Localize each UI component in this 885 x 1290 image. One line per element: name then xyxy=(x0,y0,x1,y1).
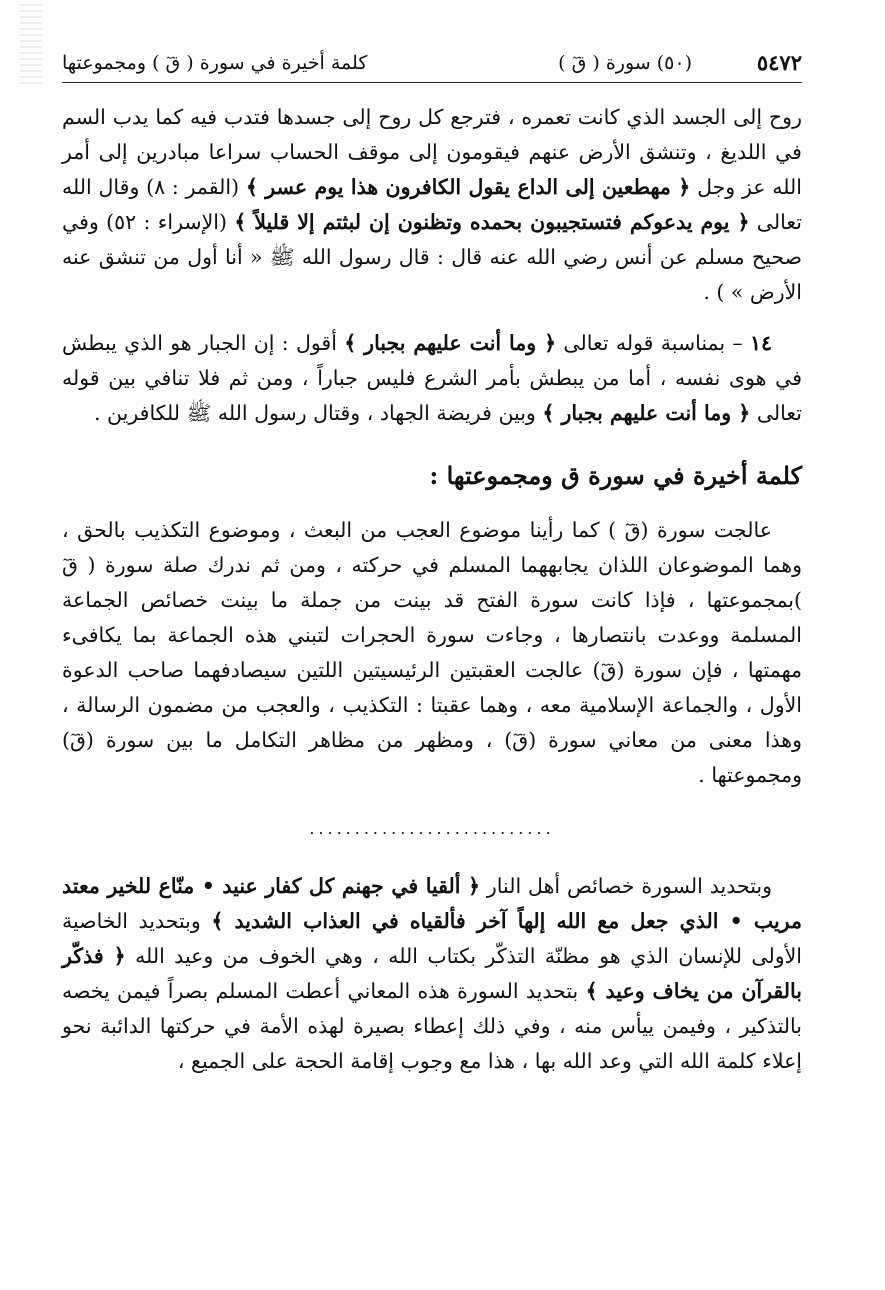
quran-verse: ﴿ ألقيا في جهنم كل كفار عنيد • منّاع للخير معتد مريب • الذي جعل مع الله إلهاً آخر فألقياه في العذاب الشديد ﴾ xyxy=(62,874,802,933)
quran-verse: ﴿ فذكّر بالقرآن من يخاف وعيد ﴾ xyxy=(62,944,803,1003)
paragraph-hellfire xyxy=(62,869,802,1079)
paragraph-resurrection xyxy=(62,100,802,310)
paragraph-note-14 xyxy=(62,326,802,431)
text-run: روح إلى الجسد الذي كانت تعمره ، فترجع كل روح إلى جسدها فتدب فيه كما يدب السم في اللديغ ، وتنشق الأرض عنهم فيقومون إلى موقف الحساب سراعا مبادرين إلى أمر الله عز وجل xyxy=(62,105,802,199)
dotted-separator: ........................... xyxy=(309,819,555,838)
page-number: ٥٤٧٢ xyxy=(756,50,802,75)
text-run: وبين فريضة الجهاد ، وقتال رسول الله ﷺ للكافرين . xyxy=(93,401,543,425)
page-body xyxy=(62,100,802,1079)
quran-verse: ١٤ xyxy=(749,331,772,355)
text-run: أقول : إن الجبار هو الذي يبطش في هوى نفسه ، أما من يبطش بأمر الشرع فليس جباراً ، ومن ثم فلا تنافي بين قوله تعالى xyxy=(62,331,802,425)
quran-verse: ﴿ وما أنت عليهم بجبار ﴾ xyxy=(542,401,751,425)
section-heading: كلمة أخيرة في سورة ق ومجموعتها : xyxy=(429,461,802,490)
text-run: وبتحديد الخاصية الأولى للإنسان الذي هو مظنّة التذكّر بكتاب الله ، وهي الخوف من وعيد الله xyxy=(62,909,802,968)
text-run: وبتحديد السورة خصائص أهل النار xyxy=(480,874,772,898)
quran-verse: ﴿ يوم يدعوكم فتستجيبون بحمده وتظنون إن لبثتم إلا قليلاً ﴾ xyxy=(234,210,750,234)
text-run: (الإسراء : ٥٢) وفي صحيح مسلم عن أنس رضي الله عنه قال : قال رسول الله ﷺ « أنا أول من تنشق عنه الأرض » ) . xyxy=(62,210,802,304)
quran-verse: ﴿ مهطعين إلى الداع يقول الكافرون هذا يوم عسر ﴾ xyxy=(245,175,691,199)
scan-edge-noise xyxy=(20,4,42,84)
text-run: (القمر : ٨) وقال الله تعالى xyxy=(62,175,802,234)
text-run: بتحديد السورة هذه المعاني أعطت المسلم بصراً فيمن يخصه بالتذكير ، وفيمن ييأس منه ، وفي ذلك إعطاء بصيرة لهذه الأمة في حركتها الدائبة نحو إعلاء كلمة الله التي وعد الله بها ، هذا مع وجوب إقامة الحجة على الجميع ، xyxy=(62,979,802,1073)
paragraph-surah-qaf: عالجت سورة (قٓ ) كما رأينا موضوع العجب من البعث ، وموضوع التكذيب بالحق ، وهما الموضوعان اللذان يجابههما المسلم في حركته ، ومن ثم ندرك صلة سورة ( قٓ )بمجموعتها ، فإذا كانت سورة الفتح قد بينت من جملة ما بينت خصائص الجماعة المسلمة ووعدت بانتصارها ، وجاءت سورة الحجرات لتبني هذه الجماعة بما يكافىء مهمتها ، فإن سورة (قٓ) عالجت العقبتين الرئيسيتين اللتين سيصادفهما صاحب الدعوة الأول ، والجماعة الإسلامية معه ، وهما عقبتا : التكذيب ، والعجب من مضمون الرسالة ، وهذا معنى من معاني سورة (قٓ) ، ومظهر من مظاهر التكامل ما بين سورة (قٓ) ومجموعتها . xyxy=(62,518,802,787)
quran-verse: ﴿ وما أنت عليهم بجبار ﴾ xyxy=(344,331,557,355)
text-run: – بمناسبة قوله تعالى xyxy=(556,331,750,355)
surah-label: (٥٠) سورة ( قٓ ) xyxy=(558,52,692,74)
page-header xyxy=(62,50,802,83)
running-title: كلمة أخيرة في سورة ( قٓ ) ومجموعتها xyxy=(62,52,368,74)
